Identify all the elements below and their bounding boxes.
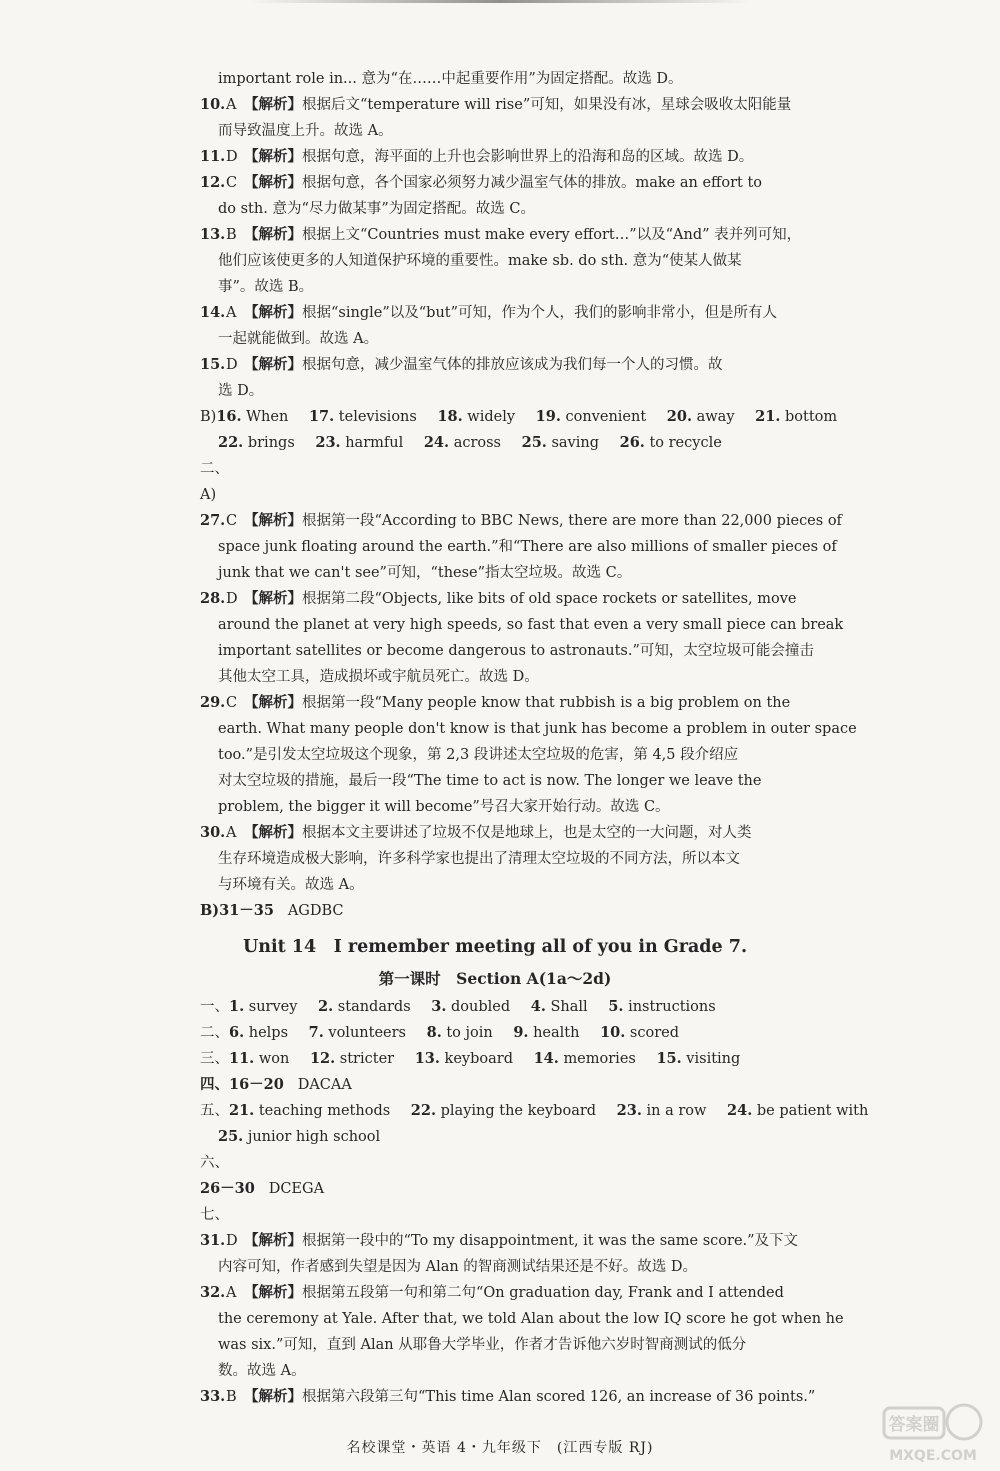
question-14-cont: 一起就能做到。故选 A。 [218, 331, 379, 347]
continued-line: important role in... 意为“在……中起重要作用”为固定搭配。故选 D。 [218, 71, 683, 87]
question-31: 31.D 【解析】根据第一段中的“To my disappointment, it was the same score.”及下文 [200, 1232, 799, 1249]
question-29-cont2: too.”是引发太空垃圾这个现象，第 2,3 段讲述太空垃圾的危害，第 4,5 段介绍应 [218, 747, 739, 763]
b-section-row-2: 22. brings 23. harmful 24. across 25. saving 26. to recycle [218, 434, 722, 451]
exercise-5: 五、21. teaching methods 22. playing the keyboard 23. in a row 24. be patient with [200, 1102, 869, 1119]
exercise-6: 26－30 DCEGA [200, 1180, 325, 1197]
question-28-cont2: important satellites or become dangerous to astronauts.”可知，太空垃圾可能会撞击 [218, 643, 814, 659]
question-10-cont: 而导致温度上升。故选 A。 [218, 123, 393, 139]
question-12-cont: do sth. 意为“尽力做某事”为固定搭配。故选 C。 [218, 201, 535, 217]
question-27: 27.C 【解析】根据第一段“According to BBC News, there are more than 22,000 pieces of [200, 512, 842, 529]
section-a-label: A) [200, 487, 217, 503]
question-29-cont: earth. What many people don't know is that junk has become a problem in outer space [218, 721, 857, 737]
section-2-label: 二、 [200, 461, 229, 477]
question-27-cont2: junk that we can't see”可知，“these”指太空垃圾。故选 C。 [218, 565, 632, 581]
question-13-cont: 他们应该使更多的人知道保护环境的重要性。make sb. do sth. 意为“使某人做某 [218, 253, 742, 269]
section-title: 第一课时 Section A(1a～2d) [378, 969, 612, 988]
top-edge-line [250, 0, 750, 3]
question-28-cont: around the planet at very high speeds, so fast that even a very small piece can break [218, 617, 844, 633]
question-12: 12.C 【解析】根据句意，各个国家必须努力减少温室气体的排放。make an effort to [200, 174, 762, 191]
exercise-5-cont: 25. junior high school [218, 1128, 381, 1145]
exercise-1: 一、1. survey 2. standards 3. doubled 4. Shall 5. instructions [200, 998, 716, 1015]
unit-title: Unit 14 I remember meeting all of you in Grade 7. [242, 937, 748, 957]
b-31-35: B)31－35 AGDBC [200, 902, 344, 919]
question-28-cont3: 其他太空工具，造成损坏或宇航员死亡。故选 D。 [218, 669, 539, 685]
question-29: 29.C 【解析】根据第一段“Many people know that rubbish is a big problem on the [200, 694, 791, 711]
page-footer: 名校课堂・英语 4・九年级下 (江西专版 RJ) [346, 1440, 654, 1456]
question-32: 32.A 【解析】根据第五段第一句和第二句“On graduation day, Frank and I attended [200, 1284, 784, 1301]
question-32-cont3: 数。故选 A。 [218, 1363, 306, 1379]
b-section-row-1: B)16. When 17. televisions 18. widely 19. convenient 20. away 21. bottom [200, 408, 838, 425]
exercise-7-label: 七、 [200, 1207, 229, 1223]
question-14: 14.A 【解析】根据“single”以及“but”可知，作为个人，我们的影响非常小，但是所有人 [200, 304, 778, 321]
question-30: 30.A 【解析】根据本文主要讲述了垃圾不仅是地球上，也是太空的一大问题，对人类 [200, 824, 752, 841]
question-30-cont: 生存环境造成极大影响，许多科学家也提出了清理太空垃圾的不同方法，所以本文 [218, 851, 740, 867]
svg-text:MXQE.COM: MXQE.COM [889, 1448, 977, 1464]
question-30-cont2: 与环境有关。故选 A。 [218, 877, 364, 893]
question-15: 15.D 【解析】根据句意，减少温室气体的排放应该成为我们每一个人的习惯。故 [200, 356, 723, 373]
question-11: 11.D 【解析】根据句意，海平面的上升也会影响世界上的沿海和岛的区域。故选 D。 [200, 148, 754, 165]
exercise-6-label: 六、 [200, 1155, 229, 1171]
question-33: 33.B 【解析】根据第六段第三句“This time Alan scored 126, an increase of 36 points.” [200, 1388, 816, 1405]
question-10: 10.A 【解析】根据后文“temperature will rise”可知，如果没有冰，星球会吸收太阳能量 [200, 96, 792, 113]
question-29-cont4: problem, the bigger it will become”号召大家开始行动。故选 C。 [218, 799, 670, 815]
question-27-cont: space junk floating around the earth.”和“There are also millions of smaller pieces of [218, 539, 837, 555]
exercise-3: 三、11. won 12. stricter 13. keyboard 14. memories 15. visiting [200, 1050, 741, 1067]
question-32-cont: the ceremony at Yale. After that, we told Alan about the low IQ score he got when he [218, 1311, 844, 1327]
exercise-4: 四、16－20 DACAA [200, 1076, 352, 1093]
question-31-cont: 内容可知，作者感到失望是因为 Alan 的智商测试结果还是不好。故选 D。 [218, 1259, 698, 1275]
question-32-cont2: was six.”可知，直到 Alan 从耶鲁大学毕业，作者才告诉他六岁时智商测试的低分 [218, 1337, 747, 1353]
question-15-cont: 选 D。 [218, 383, 264, 399]
answer-page [200, 66, 869, 1410]
question-29-cont3: 对太空垃圾的措施，最后一段“The time to act is now. The longer we leave the [218, 773, 762, 789]
svg-text:答案圈: 答案圈 [888, 1415, 940, 1435]
question-28: 28.D 【解析】根据第二段“Objects, like bits of old space rockets or satellites, move [200, 590, 797, 607]
exercise-2: 二、6. helps 7. volunteers 8. to join 9. health 10. scored [200, 1024, 680, 1041]
question-13: 13.B 【解析】根据上文“Countries must make every effort…”以及“And” 表并列可知， [200, 226, 802, 243]
site-watermark [878, 1400, 988, 1466]
question-13-cont2: 事”。故选 B。 [218, 279, 314, 295]
